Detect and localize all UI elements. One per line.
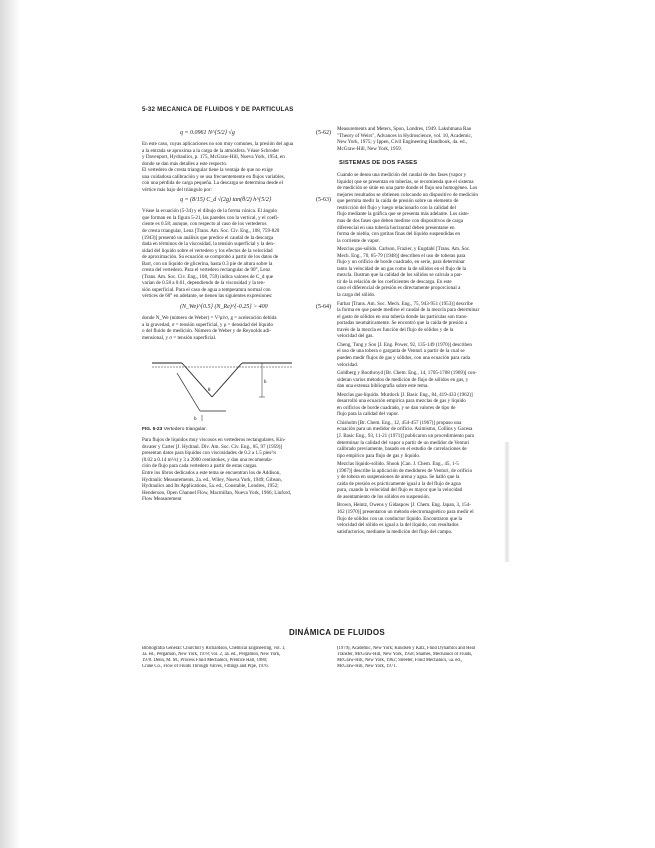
text-line: que forman en la figura 5-21, las paredes con la vertical, y el coefi- bbox=[142, 214, 279, 221]
text-line: Barr, con un líquido de glicerina, hasta 0.3 pie de altura sobre la bbox=[142, 260, 273, 267]
text-line: tanto la velocidad de un gas como la de sólidos en el flujo de la bbox=[337, 265, 467, 272]
text-line: Henderson, Open Channel Flow, Macmillan, Nueva York, 1966; Linford, bbox=[142, 489, 292, 496]
text-line: sión superficial. Para el caso de agua a temperatura normal con bbox=[142, 286, 271, 293]
text-line: de asentamiento de los sólidos en suspensión. bbox=[337, 493, 430, 500]
main-heading: DINÁMICA DE FLUIDOS bbox=[288, 628, 386, 637]
text-line: flujo para la calidad del vapor. bbox=[337, 411, 399, 418]
text-line: mensional, y σ = tensión superficial. bbox=[142, 334, 217, 341]
text-line: tir de la relación de los coeficientes de descarga. En este bbox=[337, 278, 452, 285]
text-line: flujo mediante la gráfica que se presenta más adelante. Los siste- bbox=[337, 211, 470, 218]
text-line: New York, 1975; y Ippen, Civil Engineering Handbook, 4a. ed., bbox=[337, 139, 468, 146]
text-line: ciente es 0.58; aunque, con respecto al caso de los vertederos bbox=[142, 221, 267, 228]
text-line: Mezclas gas-líquido. Murdock [J. Basic Eng., 84, 419-433 (1962)] bbox=[337, 391, 473, 398]
text-line: la carga del sólido. bbox=[337, 292, 376, 299]
text-line: ción de flujo para cada vertedero a partir de estas cargas. bbox=[142, 463, 258, 470]
text-line: restricción del flujo y luego relacionarlo con la calidad del bbox=[337, 204, 456, 211]
text-line: Farbar [Trans. Am. Soc. Mech. Eng., 75, 943-951 (1953)] describe bbox=[337, 300, 473, 307]
text-line: de cresta triangular, Lenz [Trans. Am. Soc. Civ. Eng., 108, 759-820 bbox=[142, 228, 280, 235]
text-line: Mezclas gas-sólido. Carlson, Frazier, y Engdahl [Trans. Am. Soc. bbox=[337, 246, 471, 253]
document-page bbox=[128, 92, 546, 688]
equation-text: (N_We)^{0.5} (N_Re)^{-0.25} > 400 bbox=[180, 304, 268, 311]
text-line: la corriente de vapor. bbox=[337, 237, 380, 244]
text-line: caso el diferencial de presión es directamente proporcional a bbox=[337, 285, 461, 292]
text-line: velocidad del sólido es igual a la del líquido, con resultados bbox=[337, 522, 459, 529]
bibliography-paragraph bbox=[337, 646, 528, 670]
text-line: vértice más bajo del triángulo por: bbox=[142, 186, 213, 193]
text-line: (Trans. Am. Soc. Civ. Eng., 108, 759) indica valores de C_d que bbox=[142, 273, 274, 280]
text-line: y Davenport, Hydraulics, p. 175, McGraw-Hill, Nueva York, 1954, en bbox=[142, 154, 285, 161]
text-line: Para flujos de líquidos muy viscosos en vertederos rectangulares, Kin- bbox=[142, 437, 286, 444]
bibliography-paragraph bbox=[142, 646, 333, 670]
text-line: pura, cuando la velocidad del flujo es mayor que la velocidad bbox=[337, 487, 463, 494]
text-line: líquido) que se presentan en tuberías, se recomienda que el sistema bbox=[337, 178, 474, 185]
paragraph bbox=[337, 461, 528, 500]
text-line: Cheng, Tung y Soo [J. Eng. Power, 92, 135-149 (1970)] describen bbox=[337, 341, 472, 348]
weir-figure bbox=[142, 345, 333, 425]
text-line: McGraw-Hill, New York, 1971. bbox=[337, 664, 397, 669]
text-line: McGraw-Hill, New York, 1959. bbox=[337, 145, 402, 152]
text-line: de aproximación. Su ecuación se comprobó a partir de los datos de bbox=[142, 254, 279, 261]
text-line: diferencial en una tubería horizontal deben presentarse en bbox=[337, 224, 455, 231]
text-line: donde N_We (número de Weber) = V²ρl/σ, g = aceleración debida bbox=[142, 315, 277, 322]
running-head: 5-32 MECÁNICA DE FLUIDOS Y DE PARTÍCULAS bbox=[142, 106, 294, 113]
figure-caption-text: Vertedero triangular. bbox=[163, 427, 207, 433]
text-line: y de tobera en suspensiones de arena y agua. Se halló que la bbox=[337, 474, 460, 481]
text-line: flujo y un orificio de borde cuadrado, en serie, para determinar bbox=[337, 259, 465, 266]
text-line: caída de presión es prácticamente igual a la del flujo de agua bbox=[337, 480, 461, 487]
text-line: velocidad del gas. bbox=[337, 333, 374, 340]
text-line: Measurements and Meters, Spon, Londres, 1949. Lakshmana Rao bbox=[337, 126, 472, 132]
text-line: una cuidadosa calibración y se usa frecuentemente en flujos variables, bbox=[142, 173, 285, 180]
text-line: desarrolló una ecuación empírica para mezclas de gas y líquido bbox=[337, 398, 466, 405]
text-line: En este caso, cuyas aplicaciones no son muy comunes, la presión del agua bbox=[142, 141, 294, 147]
paragraph bbox=[337, 392, 528, 418]
text-line: que permita medir la caída de presión sobre un elemento de bbox=[337, 198, 459, 205]
text-line: el uso de una tobera o garganta de Venturi a partir de la cual se bbox=[337, 348, 465, 355]
text-line: determinar la calidad del vapor a partir de un medidor de Venturi bbox=[337, 439, 470, 446]
triangular-weir-diagram bbox=[142, 345, 333, 425]
text-line: en orificios de borde cuadrado, y se dan valores de tipo de bbox=[337, 404, 456, 411]
paragraph bbox=[142, 141, 333, 193]
text-line: McGraw-Hill, New York, 1962; Streeter, Fluid Mechanics, 5a. ed., bbox=[337, 658, 463, 663]
bibliography-right bbox=[337, 646, 528, 686]
text-line: (1979), Academic, New York; Knudsen y Katz, Fluid Dynamics and Heat bbox=[337, 646, 475, 651]
equation-number: (5-62) bbox=[316, 130, 331, 136]
equation-5-62 bbox=[142, 128, 333, 139]
text-line: forma de niebla, con gotitas finas del líquido suspendidas en bbox=[337, 231, 461, 238]
text-line: Chisholm [Br. Chem. Eng., 12, 454-457 (1967)] propuso una bbox=[337, 419, 462, 426]
text-line: satisfactorios, mediante la medición del flujo del campo. bbox=[337, 528, 453, 535]
text-line: Hydraulic Measurements, 2a. ed., Wiley, Nueva York, 1949; Gibson, bbox=[142, 476, 282, 483]
text-line: vértices de 60° en adelante, se tienen las siguientes expresiones: bbox=[142, 293, 273, 300]
equation-number: (5-64) bbox=[316, 304, 331, 311]
text-line: varían de 0.58 a 0.61, dependiendo de la viscosidad y la ten- bbox=[142, 280, 266, 287]
right-column bbox=[337, 126, 528, 646]
paragraph bbox=[142, 437, 333, 502]
text-line: Bibliografía General: Churchill y Richardson, Chemical Engineering, vol. 1, bbox=[142, 646, 286, 651]
text-line: flujo de sólidos con un conductor líquido. Encontraron que la bbox=[337, 515, 463, 522]
paragraph bbox=[337, 246, 528, 298]
text-line: Véase la ecuación (5-34) y el dibujo de la forma cónica. El ángulo bbox=[142, 208, 278, 215]
text-line: Mezclas líquido-sólido. Shook [Can. J. Chem. Eng., 45, 1-5 bbox=[337, 461, 459, 468]
text-line: (0.02 a 0.14 m²/s) y 3 a 2000 centistokes, y dan una recomenda- bbox=[142, 456, 273, 463]
text-line: la forma en que puede medirse el caudal de la mezcla para determinar bbox=[337, 307, 480, 314]
text-line: mezcla. Ilustran que la calidad de los sólidos se calcula a par- bbox=[337, 272, 463, 279]
text-line: dsvater y Carter [J. Hydraul. Div. Am. Soc. Civ. Eng., 85, 97 (1959)] bbox=[142, 443, 283, 450]
text-line: El vertedero de cresta triangular tiene la ventaja de que no exige bbox=[142, 167, 273, 174]
text-line: a la entrada se aproxima a la carga de la atmósfera. Véase Schroder bbox=[142, 147, 280, 154]
bibliography-left bbox=[142, 646, 333, 686]
text-line: 1978. Denn, M. M., Process Fluid Mechanics, Prentice Hall, 1980; bbox=[142, 658, 268, 663]
text-line: a la gravedad, σ = tensión superficial, y ρ = densidad del líquido bbox=[142, 321, 273, 328]
text-line: sidad del líquido sobre el vertedero y los efectos de la velocidad bbox=[142, 247, 273, 254]
scan-edge-shadow bbox=[0, 0, 20, 848]
text-line: Mech. Eng., 70, 65-79 (1948)] describen el uso de toberas para bbox=[337, 252, 466, 259]
text-line: ecuación para un medidor de orificio. Asimismo, Collins y Gacesa bbox=[337, 426, 473, 433]
scan-smudge bbox=[504, 442, 510, 562]
text-line: portadas neumáticamente. Se encontró que la caída de presión a bbox=[337, 320, 468, 327]
text-line: con una pérdida de carga pequeña. La descarga se determina desde el bbox=[142, 180, 283, 187]
text-line: velocidad. bbox=[337, 361, 359, 368]
text-line: Flow Measurement bbox=[142, 496, 182, 503]
text-line: Goldberg y Boothroyd [Br. Chem. Eng., 14, 1705-1708 (1969)] con- bbox=[337, 370, 477, 377]
text-line: Brown, Heintz, Owens y Gidaspow [J. Chem. Eng. Japan, 3, 154- bbox=[337, 502, 471, 509]
figure-caption bbox=[142, 427, 333, 432]
paragraph bbox=[337, 342, 528, 368]
equation-5-63 bbox=[142, 195, 333, 206]
paragraph bbox=[142, 208, 333, 300]
text-line: dan una extensa bibliografía sobre este tema. bbox=[337, 383, 429, 390]
text-line: través de la mezcla es función del flujo de sólidos y de la bbox=[337, 326, 454, 333]
text-line: [J. Basic Eng., 93, 11-21 (1971)] publicaron un procedimiento para bbox=[337, 432, 474, 439]
text-line: Transfer, McGraw-Hill, New York, 1958; Shames, Mechanics of Fluids, bbox=[337, 652, 473, 657]
text-line: (1967)] describe la aplicación de medidores de Venturi, de orificio bbox=[337, 467, 473, 474]
text-line: o del fluido de medición. Número de Weber y de Reynolds adi- bbox=[142, 328, 272, 335]
figure-caption-label: FIG. 5-23 bbox=[142, 427, 163, 433]
equation-number: (5-63) bbox=[316, 197, 331, 204]
text-line: dada en términos de la viscosidad, la tensión superficial y la den- bbox=[142, 241, 275, 248]
text-line: Cuando se desea una medición del caudal de dos fases (vapor y bbox=[337, 172, 467, 179]
text-line: Crane Co., Flow of Fluids Through Valves, Fittings and Pipe, 1976. bbox=[142, 664, 269, 669]
label-theta: θ bbox=[208, 388, 211, 394]
text-line: 162 (1970)] presentaron un método electromagnético para medir el bbox=[337, 508, 474, 515]
paragraph bbox=[337, 420, 528, 459]
text-line: pueden medir flujos de gas y sólidos, con una ecuación para cada bbox=[337, 354, 470, 361]
text-line: tipo empírico para flujo de gas y líquido. bbox=[337, 452, 421, 459]
text-line: mejores resultados se obtienen colocando un dispositivo de medición bbox=[337, 191, 478, 198]
paragraph bbox=[142, 315, 333, 341]
left-column bbox=[142, 126, 333, 646]
section-title: SISTEMAS DE DOS FASES bbox=[339, 160, 418, 167]
text-line: donde se dan más detalles a este respecto. bbox=[142, 160, 228, 167]
label-h: h bbox=[264, 380, 267, 386]
equation-text: q = 0.0961 N^{5/2} √g bbox=[180, 130, 235, 136]
text-line: presentan datos para líquidos con viscosidades de 0.2 a 1.5 pies²/s bbox=[142, 450, 277, 457]
paragraph bbox=[337, 126, 528, 152]
text-line: el gasto de sólidos en una tubería donde las partículas son trans- bbox=[337, 313, 468, 320]
text-line: 3a. ed., Pergamon, New York, 1978; vol. 2, 3a. ed., Pergamon, New York, bbox=[142, 652, 281, 657]
text-line: calibrado previamente, basado en el estudio de correlaciones de bbox=[337, 446, 467, 453]
text-line: (1943)] presentó un análisis que predice el caudal de la descarga bbox=[142, 234, 274, 241]
equation-text: q = (8/15) C_d √(2g) tan(θ/2) h^{5/2} bbox=[180, 197, 272, 204]
text-line: Entre los libros dedicados a este tema se encuentran los de Addison, bbox=[142, 469, 281, 476]
text-line: de medición se sitúe en una parte donde el flujo sea homogéneo. Los bbox=[337, 185, 478, 192]
text-line: mas de dos fases que deben medirse con dispositivos de carga bbox=[337, 218, 464, 225]
paragraph bbox=[337, 502, 528, 535]
text-line: Hydraulics and Its Applications, 5a. ed., Constable, Londres, 1952; bbox=[142, 483, 279, 490]
paragraph bbox=[337, 370, 528, 390]
equation-5-64 bbox=[142, 302, 333, 313]
text-line: sideran varios métodos de medición de flujo de sólidos en gas, y bbox=[337, 376, 469, 383]
label-b: b bbox=[194, 417, 197, 423]
paragraph bbox=[337, 301, 528, 340]
text-line: "Theory of Weirs", Advances in Hydroscience, vol. 10, Academic, bbox=[337, 132, 473, 139]
text-line: cresta del vertedero. Para el vertedero rectangular de 90°, Lenz bbox=[142, 267, 271, 274]
paragraph bbox=[337, 172, 528, 244]
